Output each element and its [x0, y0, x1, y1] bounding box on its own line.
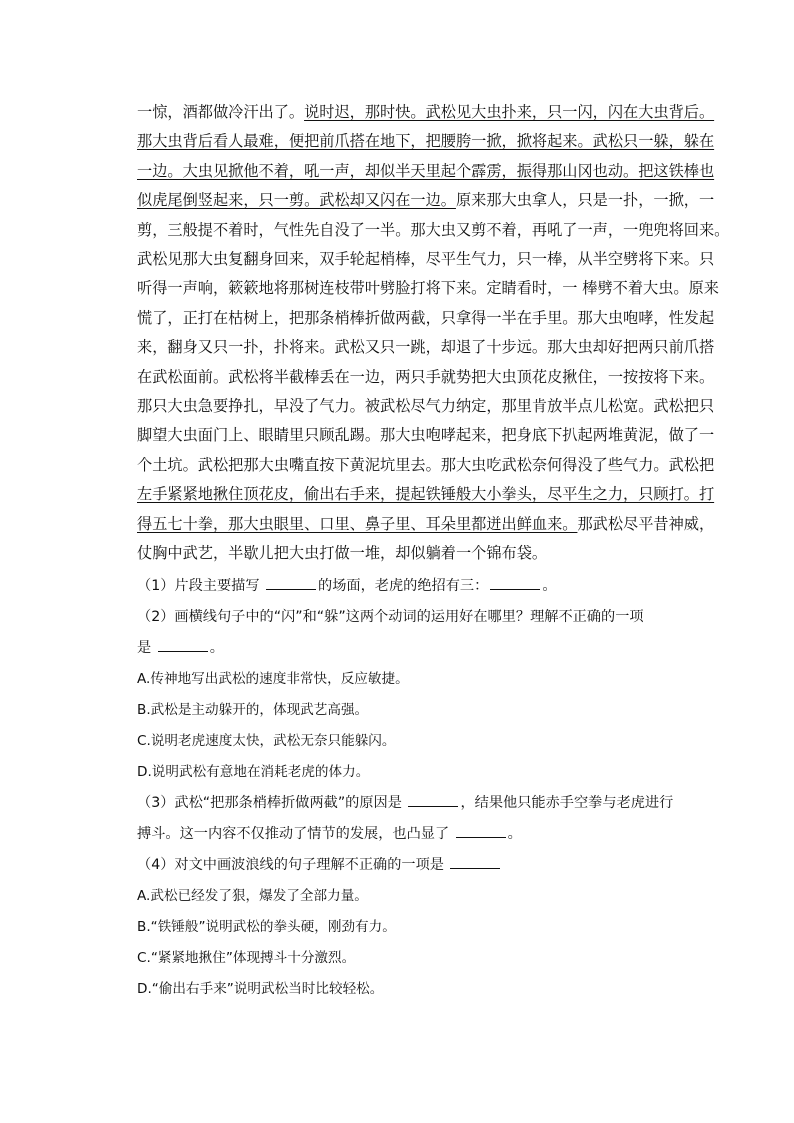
- passage-text: 那武松尽平昔神威，: [577, 514, 715, 533]
- passage: [137, 98, 730, 569]
- passage-text: 在武松面前。武松将半截棒丢在一边，两只手就势把大虫顶花皮揪住，一按按将下来。: [137, 367, 715, 386]
- passage-line: [137, 216, 730, 245]
- passage-line: [137, 304, 715, 333]
- question-2-line-2: 是 。: [137, 633, 674, 664]
- passage-text: 一惊，酒都做冷汗出了。: [137, 103, 305, 121]
- underlined-text: 左手紧紧地揪住顶花皮，偷出右手来，提起铁锤般大小拳头，尽平生之力，只顾打。打: [137, 485, 715, 504]
- passage-text: 原来那大虫拿人，只是一扑，一掀，一: [455, 191, 715, 210]
- question-1: （1）片段主要描写 的场面，老虎的绝招有三： 。: [137, 571, 674, 602]
- underlined-text: 得五七十拳，那大虫眼里、口里、鼻子里、耳朵里都迸出鲜血来。: [137, 514, 578, 533]
- passage-line: [137, 98, 715, 127]
- passage-line: [137, 510, 715, 539]
- question-2-option-a: A.传神地写出武松的速度非常快，反应敏捷。: [137, 670, 409, 687]
- passage-line: [137, 245, 715, 274]
- passage-line: [137, 333, 715, 362]
- answer-blank[interactable]: [490, 575, 540, 590]
- question-4-option-b: B.“铁锤般”说明武松的拳头硬，刚劲有力。: [137, 918, 396, 935]
- question-3-line-1: （3）武松“把那条梢棒折做两截”的原因是 ，结果他只能赤手空拳与老虎进行: [137, 788, 674, 819]
- passage-text: 听得一声响，簌簌地将那树连枝带叶劈脸打将下来。定睛看时，一 棒劈不着大虫。原来: [137, 279, 719, 298]
- answer-blank[interactable]: [450, 854, 500, 869]
- passage-line: [137, 186, 715, 215]
- question-2-line-1: （2）画横线句子中的“闪”和“躲”这两个动词的运用好在哪里？理解不正确的一项: [137, 608, 644, 625]
- passage-line: [137, 451, 715, 480]
- passage-line: [137, 392, 715, 421]
- question-2-option-b: B.武松是主动躲开的，体现武艺高强。: [137, 701, 369, 718]
- underlined-text: 一边。大虫见掀他不着，吼一声，却似半天里起个霹雳，振得那山冈也动。把这铁棒也: [137, 161, 715, 180]
- passage-text: 武松见那大虫复翻身回来，双手轮起梢棒，尽平生气力，只一棒，从半空劈将下来。只: [137, 250, 715, 269]
- passage-line: [137, 274, 719, 303]
- passage-text: 那只大虫急要挣扎，早没了气力。被武松尽气力纳定，那里肯放半点儿松宽。武松把只: [137, 397, 715, 416]
- document-page: [137, 98, 730, 1005]
- answer-blank[interactable]: [456, 823, 506, 838]
- questions: [137, 571, 674, 1005]
- question-4: （4）对文中画波浪线的句子理解不正确的一项是: [137, 850, 674, 881]
- answer-blank[interactable]: [408, 792, 458, 807]
- passage-line: [137, 421, 715, 450]
- passage-line: [137, 363, 715, 392]
- passage-line: [137, 480, 715, 509]
- question-4-option-a: A.武松已经发了狠，爆发了全部力量。: [137, 887, 368, 904]
- underlined-text: 似虎尾倒竖起来，只一剪。武松却又闪在一边。: [137, 191, 456, 210]
- passage-line: [137, 127, 715, 156]
- passage-text: 剪，三般提不着时，气性先自没了一半。那大虫又剪不着，再吼了一声，一兜兜将回来。: [137, 220, 730, 239]
- question-2-option-d: D.说明武松有意地在消耗老虎的体力。: [137, 763, 370, 780]
- passage-text: 来，翻身又只一扑，扑将来。武松又只一跳，却退了十步远。那大虫却好把两只前爪搭: [137, 338, 715, 357]
- passage-line: [137, 157, 715, 186]
- answer-blank[interactable]: [266, 575, 316, 590]
- underlined-text: 说时迟，那时快。武松见大虫扑来，只一闪，闪在大虫背后。: [304, 103, 715, 121]
- passage-line: [137, 539, 674, 568]
- question-2-option-c: C.说明老虎速度太快，武松无奈只能躲闪。: [137, 732, 396, 749]
- question-3-line-2: 搏斗。这一内容不仅推动了情节的发展，也凸显了 。: [137, 819, 674, 850]
- underlined-text: 那大虫背后看人最难，便把前爪搭在地下，把腰胯一掀，掀将起来。武松只一躲，躲在: [137, 132, 715, 151]
- question-4-option-d: D.“偷出右手来”说明武松当时比较轻松。: [137, 980, 384, 997]
- answer-blank[interactable]: [158, 637, 208, 652]
- passage-text: 慌了，正打在枯树上，把那条梢棒折做两截，只拿得一半在手里。那大虫咆哮，性发起: [137, 308, 715, 327]
- passage-text: 仗胸中武艺，半歇儿把大虫打做一堆，却似躺着一个锦布袋。: [137, 544, 548, 563]
- question-4-option-c: C.“紧紧地揪住”体现搏斗十分激烈。: [137, 949, 356, 966]
- passage-text: 个土坑。武松把那大虫嘴直按下黄泥坑里去。那大虫吃武松奈何得没了些气力。武松把: [137, 455, 715, 474]
- passage-text: 脚望大虫面门上、眼睛里只顾乱踢。那大虫咆哮起来，把身底下扒起两堆黄泥，做了一: [137, 426, 715, 445]
